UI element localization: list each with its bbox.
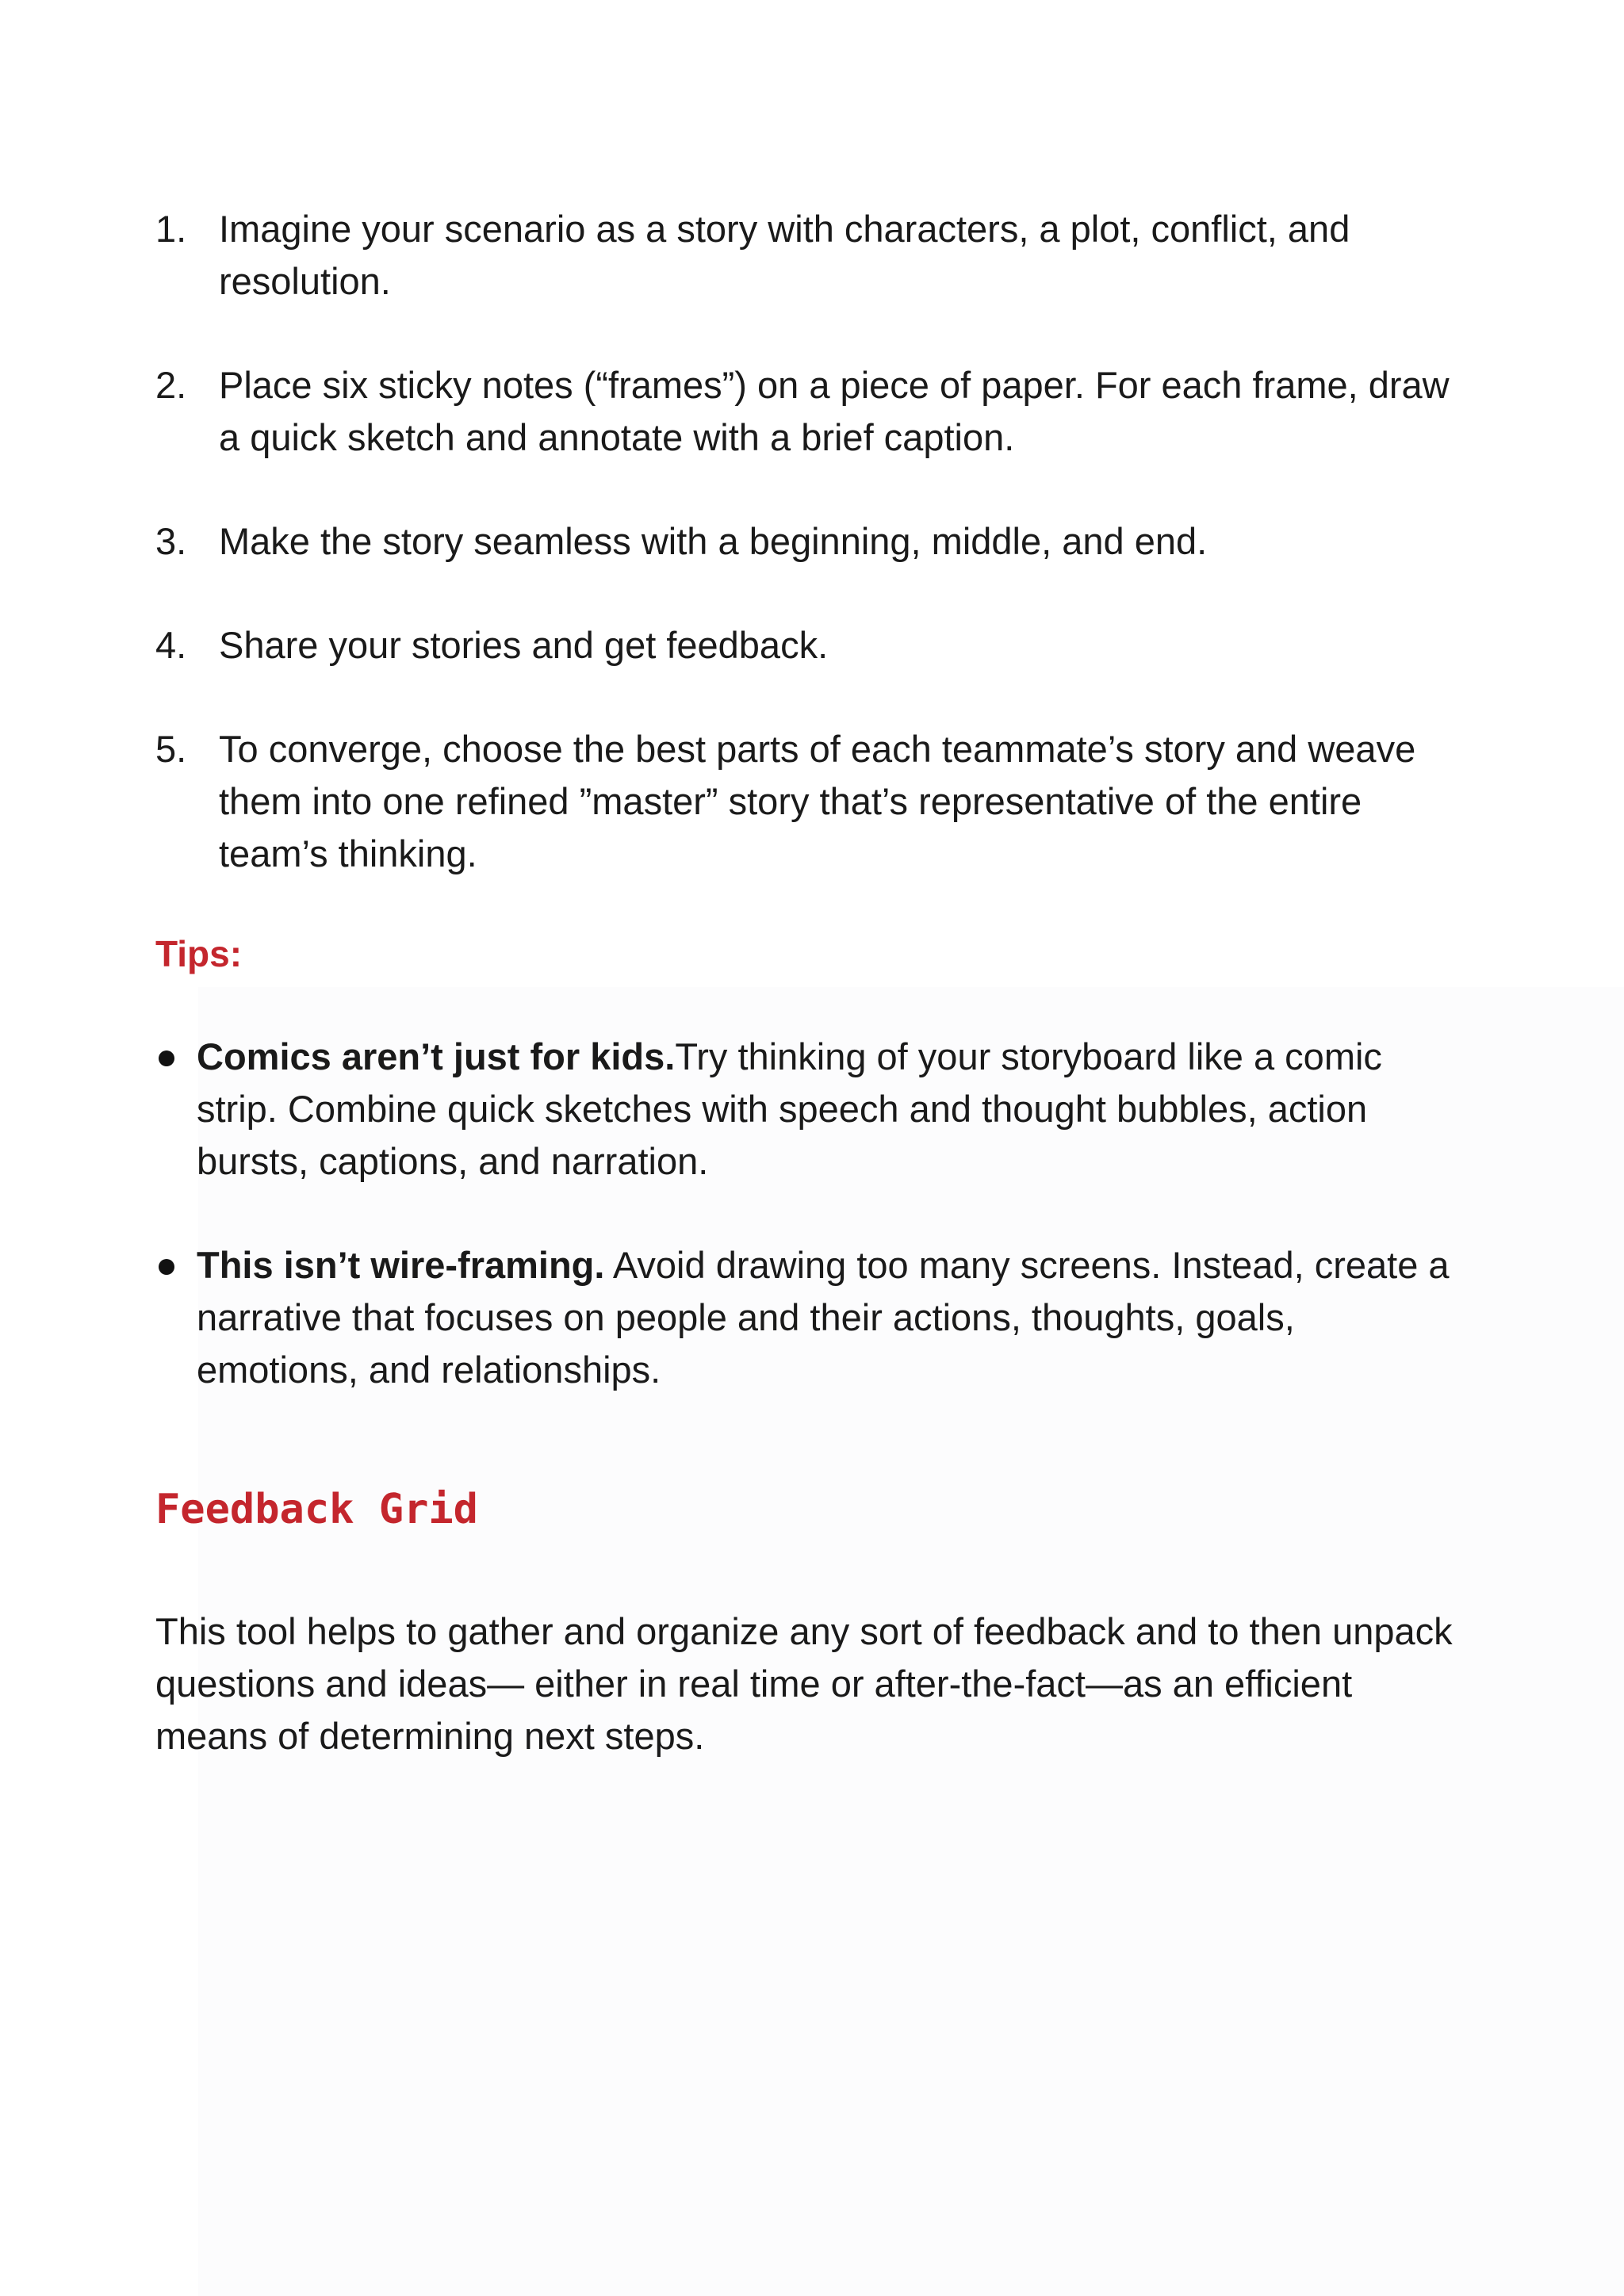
list-item [155,515,1464,568]
step-text: Make the story seamless with a beginning, middle, and end. [219,520,1208,562]
step-number: 3. [155,520,187,562]
page-content [155,203,1464,1762]
section-title: Feedback Grid [155,1486,478,1533]
step-text: Place six sticky notes (“frames”) on a piece of paper. For each frame, draw a quick sketch and annotate with a brief caption. [219,364,1450,458]
step-number: 4. [155,624,187,666]
tip-item [155,1031,1464,1188]
list-item [155,723,1464,880]
step-number: 2. [155,364,187,406]
step-text: Share your stories and get feedback. [219,624,829,666]
section-intro: This tool helps to gather and organize any sort of feedback and to then unpack questions and ideas— either in real time or after-the-fact—as an efficient means of determining next steps. [155,1610,1453,1757]
bullet-icon [159,1259,174,1275]
list-item [155,359,1464,464]
step-text: Imagine your scenario as a story with characters, a plot, conflict, and resolution. [219,208,1350,302]
tips-heading: Tips: [155,933,243,974]
list-item [155,619,1464,672]
tip-text: Avoid drawing too many screens. Instead, create a narrative that focuses on people and their actions, thoughts, goals, emotions, and relationships. [197,1244,1450,1391]
bullet-icon [159,1050,174,1066]
tips-list [155,1031,1464,1396]
steps-list [155,203,1464,880]
step-number: 5. [155,728,187,770]
list-item [155,203,1464,308]
tip-item [155,1239,1464,1396]
step-number: 1. [155,208,187,250]
tip-lead: Comics aren’t just for kids. [197,1035,676,1077]
step-text: To converge, choose the best parts of each teammate’s story and weave them into one refined ”master” story that’s representative of the entire team’s thinking. [219,728,1416,874]
tip-lead: This isn’t wire-framing. [197,1244,605,1286]
tip-text: Try thinking of your storyboard like a comic strip. Combine quick sketches with speech and thought bubbles, action bursts, captions, and narration. [197,1035,1382,1182]
